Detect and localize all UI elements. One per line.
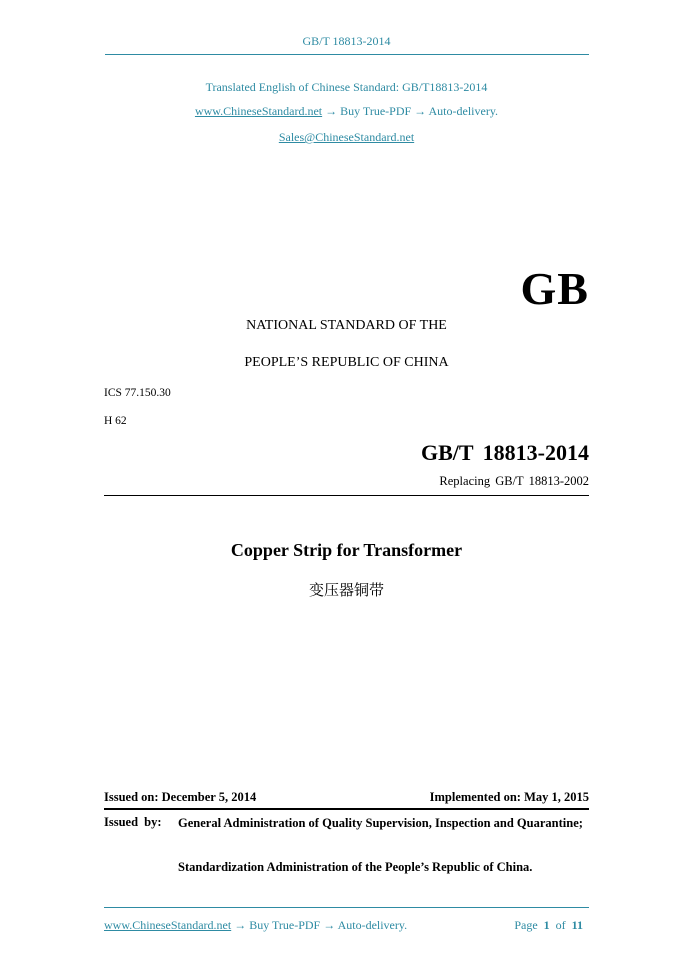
- issuing-authority-1: General Administration of Quality Supervision, Inspection and Quarantine;: [178, 816, 583, 830]
- ics-code: ICS 77.150.30: [104, 387, 171, 399]
- page-of: of: [555, 918, 566, 932]
- footer-website-link[interactable]: www.ChineseStandard.net: [104, 918, 232, 932]
- issued-on-date: Issued on: December 5, 2014: [104, 790, 257, 804]
- issued-by-label: Issued by:: [104, 815, 162, 829]
- implemented-on-date: Implemented on: May 1, 2015: [429, 790, 589, 804]
- document-title: Copper Strip for Transformer: [230, 540, 463, 560]
- top-rule: [104, 495, 589, 496]
- page-current: 1: [543, 918, 550, 932]
- gb-mark: GB: [520, 263, 589, 314]
- dates-rule: [104, 808, 589, 810]
- issuing-authority-2: Standardization Administration of the People’s Republic of China.: [178, 860, 533, 874]
- page-label: Page: [514, 918, 538, 932]
- document-title-chinese: 变压器铜带: [308, 581, 384, 599]
- national-standard-line1: NATIONAL STANDARD OF THE: [246, 318, 447, 333]
- footer-purchase-line: [104, 918, 407, 933]
- ccs-code: H 62: [104, 415, 127, 427]
- standard-number: GB/T 18813-2014: [420, 440, 589, 465]
- purchase-line: [0, 104, 693, 119]
- website-link[interactable]: www.ChineseStandard.net: [194, 104, 323, 118]
- page-indicator: [514, 918, 583, 933]
- footer-divider: [104, 907, 589, 908]
- translation-notice: Translated English of Chinese Standard: GB/T18813-2014: [205, 80, 488, 94]
- purchase-text: → Buy True-PDF → Auto-delivery.: [322, 104, 499, 118]
- footer-purchase-text: → Buy True-PDF → Auto-delivery.: [231, 918, 408, 932]
- running-header: GB/T 18813-2014: [302, 34, 391, 48]
- replacing-standard: Replacing GB/T 18813-2002: [439, 474, 589, 488]
- national-standard-line2: PEOPLE’S REPUBLIC OF CHINA: [244, 355, 449, 370]
- header-divider: [105, 54, 589, 55]
- page-total: 11: [571, 918, 583, 932]
- email-line: [0, 130, 693, 145]
- sales-email-link[interactable]: Sales@ChineseStandard.net: [278, 130, 415, 144]
